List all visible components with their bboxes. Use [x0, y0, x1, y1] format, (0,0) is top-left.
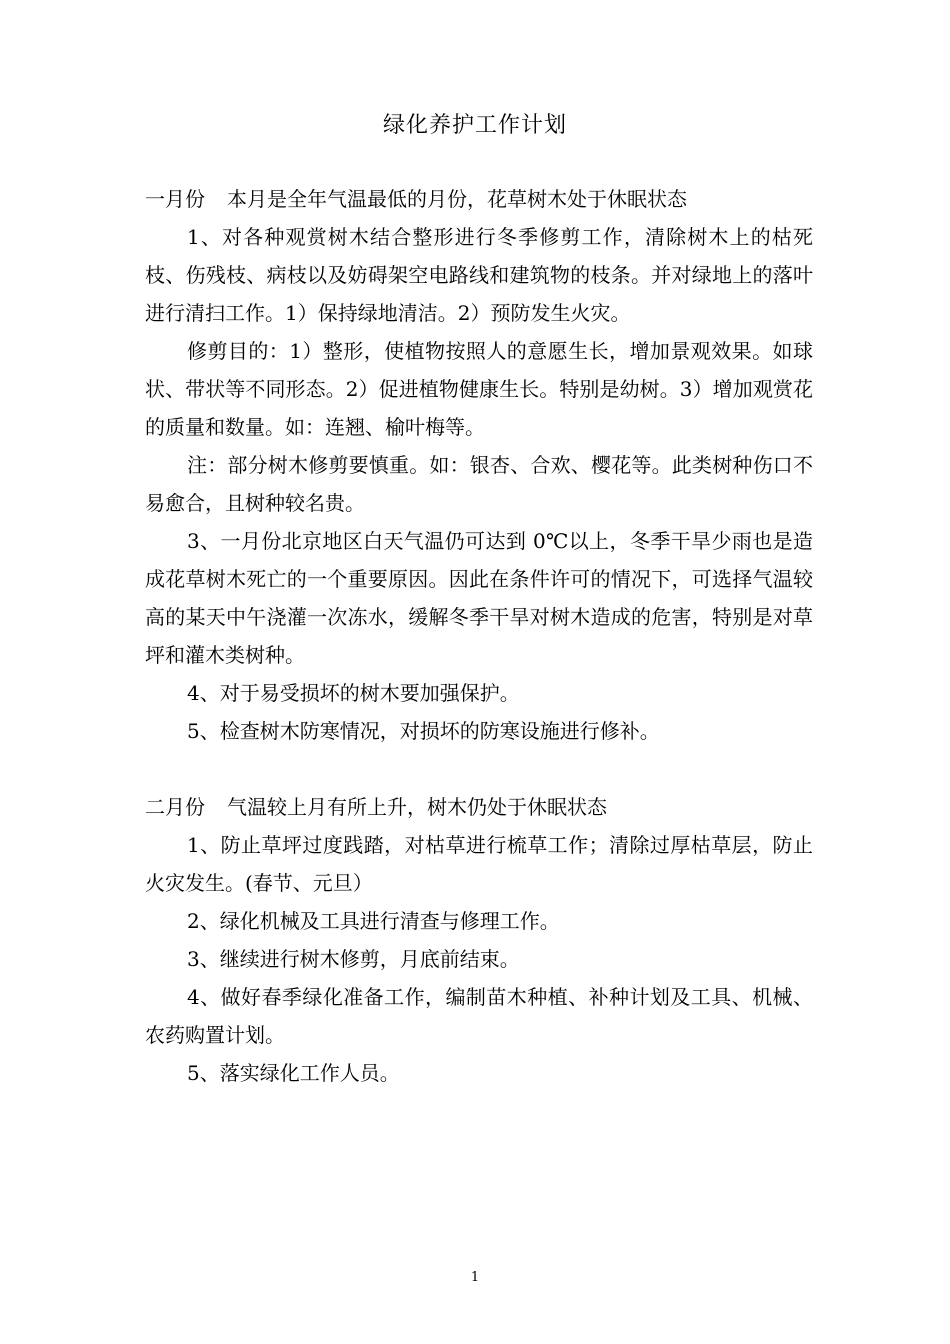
- february-item-5: 5、落实绿化工作人员。: [187, 1061, 400, 1085]
- january-summary: 本月是全年气温最低的月份，花草树木处于休眠状态: [227, 187, 687, 211]
- document-title: 绿化养护工作计划: [382, 113, 567, 138]
- february-item-4: 4、做好春季绿化准备工作，编制苗木种植、补种计划及工具、机械、农药购置计划。: [145, 985, 813, 1047]
- february-item-3: 3、继续进行树木修剪，月底前结束。: [187, 947, 520, 971]
- section-spacer: [145, 750, 813, 788]
- january-month-label: 一月份: [145, 187, 205, 211]
- page-number: 1: [470, 1270, 480, 1285]
- february-month-label: 二月份: [145, 795, 205, 819]
- january-item-5: 5、检查树木防寒情况，对损坏的防寒设施进行修补。: [187, 719, 660, 743]
- january-pruning-purpose: 修剪目的：1）整形，使植物按照人的意愿生长，增加景观效果。如球状、带状等不同形态。2）促进植物健康生长。特别是幼树。3）增加观赏花的质量和数量。如：连翘、榆叶梅等。: [145, 339, 813, 439]
- january-item-4: 4、对于易受损坏的树木要加强保护。: [187, 681, 520, 705]
- january-heading: [145, 180, 813, 218]
- january-item-1: 1、对各种观赏树木结合整形进行冬季修剪工作，清除树木上的枯死枝、伤残枝、病枝以及妨碍架空电路线和建筑物的枝条。并对绿地上的落叶进行清扫工作。1）保持绿地清洁。2）预防发生火灾。: [145, 225, 813, 325]
- february-heading: [145, 788, 813, 826]
- january-item-3: 3、一月份北京地区白天气温仍可达到 0℃以上，冬季干旱少雨也是造成花草树木死亡的一个重要原因。因此在条件许可的情况下，可选择气温较高的某天中午浇灌一次冻水，缓解冬季干旱对树木造成的危害，特别是对草坪和灌木类树种。: [145, 529, 813, 667]
- february-item-1: 1、防止草坪过度践踏，对枯草进行梳草工作；清除过厚枯草层，防止火灾发生。(春节、元旦）: [145, 833, 813, 895]
- document-body: [145, 180, 813, 1092]
- january-note: 注：部分树木修剪要慎重。如：银杏、合欢、樱花等。此类树种伤口不易愈合，且树种较名贵。: [145, 453, 813, 515]
- february-item-2: 2、绿化机械及工具进行清查与修理工作。: [187, 909, 560, 933]
- february-summary: 气温较上月有所上升，树木仍处于休眠状态: [227, 795, 607, 819]
